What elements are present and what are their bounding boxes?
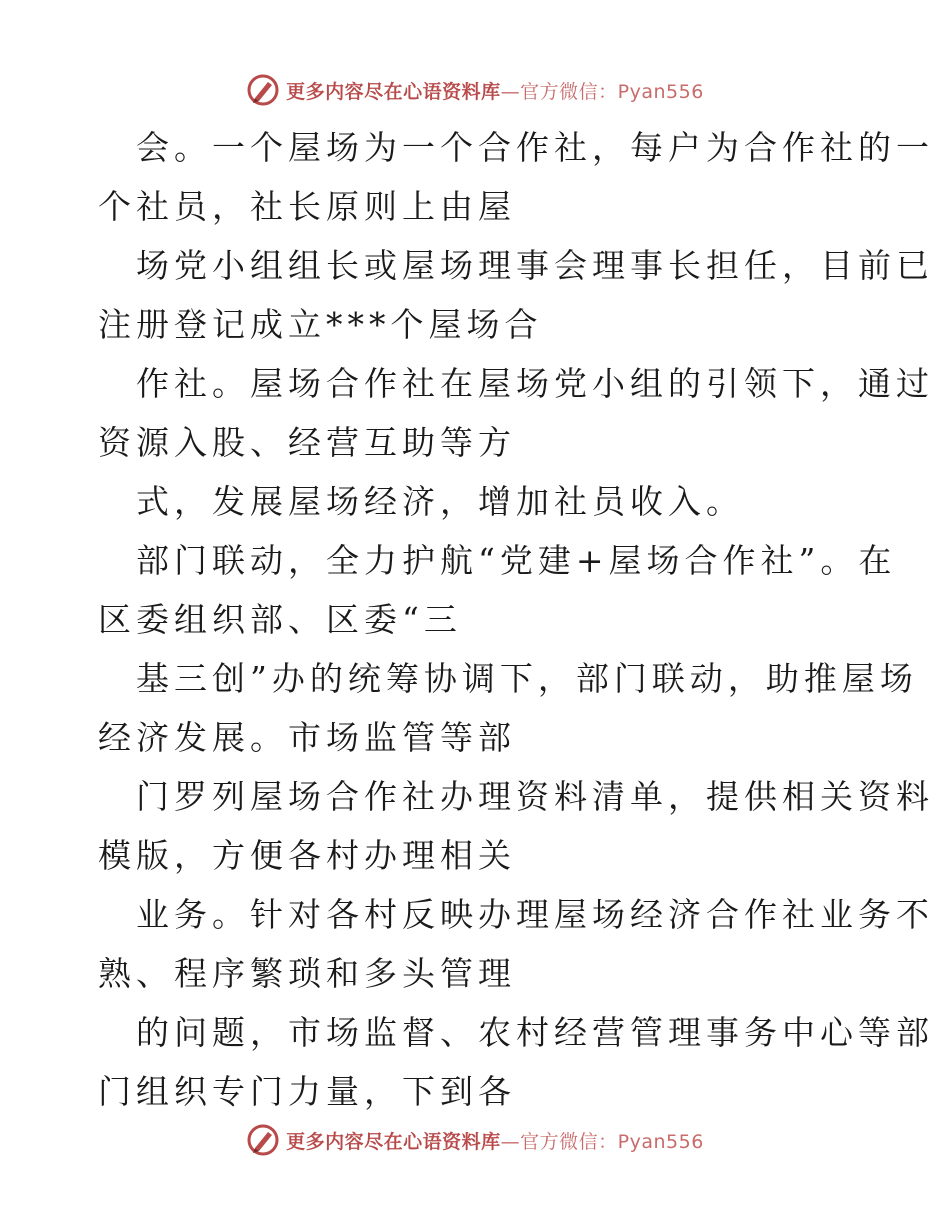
paragraph-line: 式，发展屋场经济，增加社员收入。: [136, 482, 744, 521]
paragraph-line: 注册登记成立***个屋场合: [98, 305, 543, 344]
paragraph: [98, 354, 934, 472]
paragraph: [98, 472, 858, 531]
paragraph-line: 会。一个屋场为一个合作社，每户为合作社的一: [136, 128, 934, 167]
paragraph: [98, 236, 934, 354]
paragraph-line: 业务。针对各村反映办理屋场经济合作社业务不: [136, 895, 934, 934]
paragraph: [98, 649, 918, 767]
watermark-site-text: 更多内容尽在心语资料库: [286, 80, 501, 103]
watermark-banner-bottom: [0, 1120, 950, 1160]
paragraph-line: 区委组织部、区委“三: [98, 600, 462, 639]
watermark-wechat-text: 官方微信：Pyan556: [520, 80, 704, 103]
paragraph-line: 基三创”办的统筹协调下，部门联动，助推屋场: [136, 659, 918, 698]
paragraph-line: 场党小组组长或屋场理事会理事长担任，目前已: [136, 246, 934, 285]
paragraph-line: 部门联动，全力护航“党建+屋场合作社”。在: [136, 541, 897, 580]
watermark-separator: —: [500, 80, 521, 103]
paragraph-line: 门罗列屋场合作社办理资料清单，提供相关资料: [136, 777, 934, 816]
paragraph: [98, 1003, 934, 1121]
pen-logo-icon: [246, 73, 280, 107]
paragraph-line: 个社员，社长原则上由屋: [98, 187, 516, 226]
pen-logo-icon: [246, 1123, 280, 1157]
watermark-wechat-text: 官方微信：Pyan556: [520, 1130, 704, 1153]
paragraph-line: 作社。屋场合作社在屋场党小组的引领下，通过: [136, 364, 934, 403]
paragraph-line: 门组织专门力量，下到各: [98, 1072, 516, 1111]
paragraph: [98, 118, 934, 236]
paragraph-line: 的问题，市场监督、农村经营管理事务中心等部: [136, 1013, 934, 1052]
watermark-site-text: 更多内容尽在心语资料库: [286, 1130, 501, 1153]
paragraph-line: 模版，方便各村办理相关: [98, 836, 516, 875]
document-body: [98, 118, 934, 1121]
paragraph: [98, 531, 897, 649]
paragraph: [98, 767, 934, 885]
watermark-banner-top: [0, 70, 950, 110]
paragraph-line: 经济发展。市场监管等部: [98, 718, 516, 757]
paragraph: [98, 885, 934, 1003]
paragraph-line: 资源入股、经营互助等方: [98, 423, 516, 462]
watermark-separator: —: [500, 1130, 521, 1153]
paragraph-line: 熟、程序繁琐和多头管理: [98, 954, 516, 993]
